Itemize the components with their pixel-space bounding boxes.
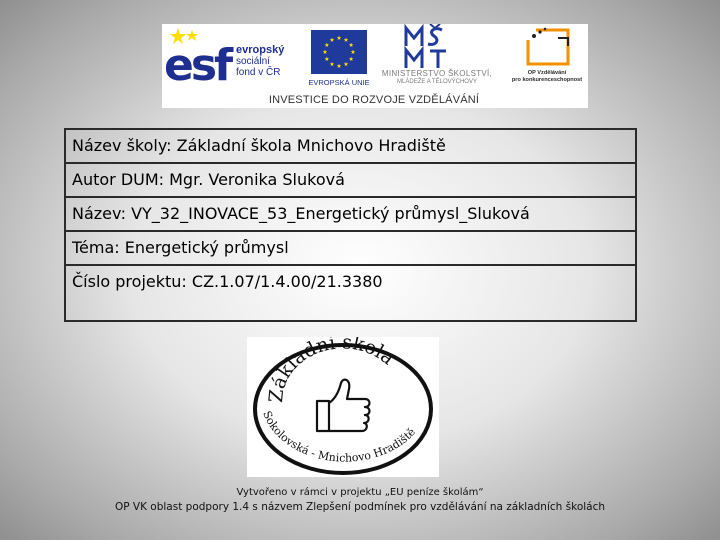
investment-slogan: INVESTICE DO ROZVOJE VZDĚLÁVÁNÍ	[268, 94, 480, 106]
eu-star-icon	[349, 57, 354, 61]
project-info-table	[64, 128, 637, 322]
eu-star-icon	[337, 64, 342, 68]
project-number-row: Číslo projektu: CZ.1.07/1.4.00/21.3380	[72, 272, 383, 291]
esf-wordmark: esf	[164, 40, 231, 91]
eu-star-icon	[323, 50, 328, 54]
msmt-caption-line2: MLÁDEŽE A TĚLOVÝCHOVY	[397, 79, 477, 85]
eu-star-icon	[330, 37, 335, 41]
logo-banner	[162, 24, 588, 108]
footer-line-1: Vytvořeno v rámci v projektu „EU peníze školám“	[236, 487, 484, 498]
author-row: Autor DUM: Mgr. Veronika Sluková	[66, 164, 635, 198]
material-name-row: Název: VY_32_INOVACE_53_Energetický průmysl_Sluková	[66, 198, 635, 232]
eu-caption: EVROPSKÁ UNIE	[308, 78, 370, 87]
school-stamp	[247, 337, 439, 477]
thumbs-up-icon	[317, 380, 370, 431]
eu-star-icon	[344, 37, 349, 41]
footer-line-2: OP VK oblast podpory 1.4 s názvem Zlepšení podmínek pro vzdělávání na základních školách	[114, 501, 606, 513]
school-name-row: Název školy: Základní škola Mnichovo Hradiště	[66, 130, 635, 164]
eu-star-icon	[349, 43, 354, 47]
stamp-bottom-text: Sokolovská - Mnichovo Hradiště	[260, 409, 419, 465]
op-vk-emblem-icon	[522, 26, 574, 68]
stamp-top-text: Základní škola	[264, 337, 399, 404]
msmt-logo	[374, 24, 502, 88]
eu-star-icon	[330, 62, 335, 66]
topic-row: Téma: Energetický průmysl	[66, 232, 635, 266]
op-vk-logo	[506, 24, 588, 90]
op-vk-caption-line2: pro konkurenceschopnost	[511, 77, 583, 83]
eu-logo	[307, 28, 371, 88]
eu-star-icon	[337, 36, 342, 40]
msmt-monogram-icon	[402, 24, 462, 72]
op-vk-caption	[506, 70, 588, 84]
esf-caption-line1: evropský	[236, 44, 285, 56]
eu-flag-icon	[311, 30, 367, 74]
eu-star-icon	[325, 57, 330, 61]
eu-star-icon	[325, 43, 330, 47]
eu-star-icon	[351, 50, 356, 54]
esf-logo	[162, 24, 306, 91]
esf-caption-line2: sociální	[236, 56, 270, 67]
esf-caption	[236, 45, 304, 78]
msmt-caption-line1: MINISTERSTVO ŠKOLSTVÍ,	[381, 69, 493, 78]
op-vk-caption-line1: OP Vzdělávání	[527, 70, 567, 76]
esf-caption-line3: fond v ČR	[236, 67, 281, 78]
eu-star-icon	[344, 62, 349, 66]
school-stamp-emblem	[247, 337, 439, 477]
